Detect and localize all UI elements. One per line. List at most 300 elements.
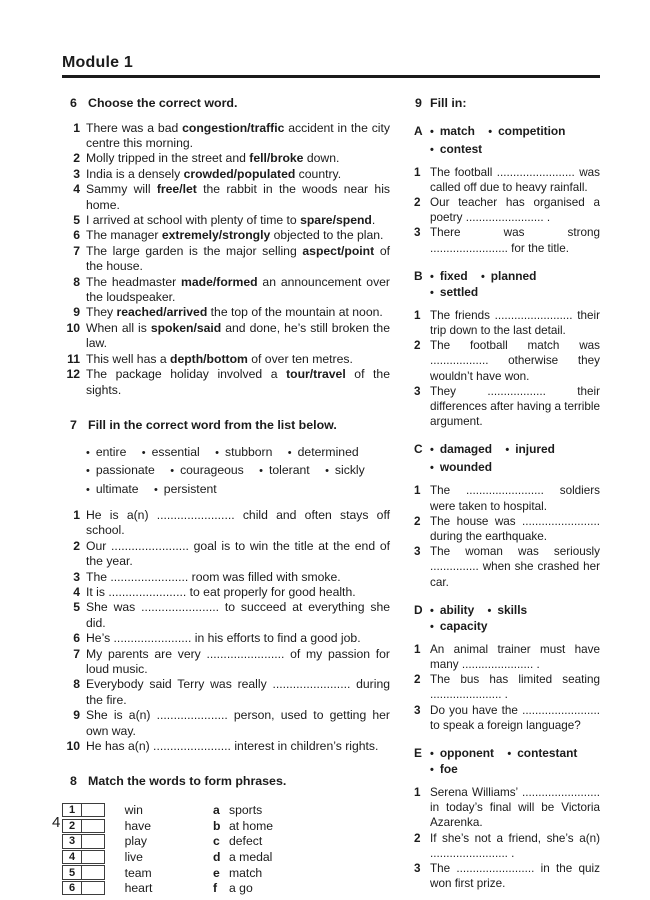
bullet-icon: • — [430, 620, 434, 633]
section-word-list — [430, 124, 600, 160]
bullet-icon: • — [259, 465, 264, 478]
word-option — [430, 619, 487, 633]
item-text — [86, 182, 390, 213]
bullet-icon: • — [430, 125, 434, 138]
item-text: The bus has limited seating ...................... . — [430, 673, 600, 702]
match-option-row — [213, 818, 273, 834]
item-text-post: country. — [295, 166, 342, 181]
word-label: ability — [439, 602, 475, 617]
content-columns — [62, 96, 600, 896]
match-option-letter: c — [213, 834, 220, 849]
word-option — [288, 445, 359, 459]
word-list-line — [86, 445, 390, 460]
match-answer-box — [81, 803, 105, 818]
match-option-row — [213, 849, 273, 865]
item-number: 7 — [73, 646, 80, 661]
word-label: determined — [297, 444, 359, 459]
word-option — [430, 285, 478, 299]
exercise-item — [62, 121, 390, 152]
word-option — [86, 445, 126, 459]
item-text: The football ........................ was called off due to heavy rainfall. — [430, 165, 600, 194]
match-option-letter: a — [213, 803, 220, 818]
match-word: win — [124, 803, 143, 818]
match-row — [62, 802, 213, 818]
exercise-item — [414, 544, 600, 590]
word-list-line — [430, 269, 600, 301]
word-option — [430, 269, 468, 283]
bullet-icon: • — [507, 748, 512, 761]
right-column — [414, 96, 600, 896]
word-option — [86, 463, 155, 477]
header-rule — [62, 75, 600, 78]
item-text-pre: The large garden is the major selling — [86, 243, 303, 258]
exercise-number: 7 — [70, 417, 77, 432]
exercise-item — [62, 508, 390, 539]
fill-section — [414, 746, 600, 891]
word-choice: aspect/point — [302, 243, 375, 258]
fill-section-heading — [414, 442, 600, 478]
item-number: 6 — [73, 228, 80, 243]
bullet-icon: • — [430, 286, 434, 299]
match-number-box: 3 — [62, 834, 82, 849]
exercise-number: 8 — [70, 774, 77, 789]
word-label: stubborn — [224, 444, 273, 459]
bullet-icon: • — [430, 604, 434, 617]
exercise-item — [62, 739, 390, 754]
item-text: She is a(n) ..................... person, used to getting her own way. — [86, 708, 390, 738]
word-label: wounded — [439, 460, 493, 475]
word-option — [430, 746, 494, 760]
word-label: skills — [497, 602, 528, 617]
item-text-post: the rabbit in the woods near his home. — [86, 182, 390, 212]
item-text-pre: The package holiday involved a — [86, 367, 287, 382]
item-text — [86, 305, 390, 320]
exercise-9-section — [414, 96, 600, 892]
item-number: 11 — [67, 351, 80, 366]
bullet-icon: • — [325, 465, 329, 478]
item-number: 10 — [66, 739, 80, 753]
item-text: Do you have the ........................ to speak a foreign language? — [430, 703, 600, 732]
exercise-item — [62, 151, 390, 166]
item-number: 8 — [73, 274, 80, 289]
item-number: 3 — [414, 545, 421, 559]
match-options-column — [213, 802, 273, 896]
section-letter: A — [414, 123, 423, 138]
match-number-box: 6 — [62, 881, 82, 896]
match-answer-box — [81, 834, 105, 849]
item-text — [86, 121, 390, 152]
item-text-post: and done, he’s still broken the law. — [86, 320, 390, 351]
word-choice: congestion/traffic — [182, 120, 285, 135]
exercise-7-items — [62, 508, 390, 755]
bullet-icon: • — [215, 446, 219, 459]
match-row — [62, 849, 213, 865]
item-text-pre: There was a bad — [86, 120, 183, 135]
word-option — [488, 603, 528, 617]
match-words-column — [62, 802, 213, 896]
word-option — [481, 269, 536, 283]
item-text-pre: I arrived at school with plenty of time to — [86, 213, 301, 228]
word-list-line — [430, 442, 600, 458]
exercise-heading — [62, 774, 390, 789]
item-text — [86, 352, 390, 367]
bullet-icon: • — [86, 465, 90, 478]
exercise-title: Choose the correct word. — [88, 95, 238, 110]
exercise-item — [414, 338, 600, 384]
exercise-item — [62, 367, 390, 398]
item-number: 1 — [414, 642, 421, 656]
item-text-post: accident in the city centre this morning. — [86, 120, 390, 150]
item-text: She was ....................... to succeed at everything she did. — [86, 600, 390, 630]
exercise-item — [62, 539, 390, 570]
bullet-icon: • — [430, 462, 434, 475]
exercise-item — [414, 514, 600, 544]
exercise-item — [414, 483, 600, 513]
word-label: persistent — [163, 481, 217, 496]
word-choice: spare/spend — [300, 213, 372, 228]
match-row — [62, 818, 213, 834]
word-list-line — [86, 482, 390, 497]
item-text — [86, 321, 390, 352]
item-number: 4 — [73, 182, 80, 197]
item-number: 3 — [73, 166, 80, 181]
exercise-title: Match the words to form phrases. — [88, 774, 287, 789]
fill-section-items — [414, 785, 600, 891]
exercise-8-section — [62, 774, 390, 896]
page-number: 4 — [52, 814, 61, 831]
fill-section — [414, 269, 600, 430]
fill-section-heading — [414, 746, 600, 780]
exercise-item — [62, 570, 390, 585]
item-number: 3 — [414, 862, 421, 876]
word-option — [430, 762, 458, 776]
item-number: 5 — [73, 213, 80, 228]
section-letter: D — [414, 602, 423, 617]
fill-section — [414, 603, 600, 733]
word-option — [154, 482, 217, 496]
match-option-letter: e — [213, 865, 220, 880]
fill-section-heading — [414, 603, 600, 637]
section-letter: B — [414, 268, 423, 283]
item-text — [86, 151, 390, 166]
exercise-item — [62, 585, 390, 600]
word-label: ultimate — [95, 481, 139, 496]
fill-section-items — [414, 308, 600, 430]
exercise-item — [62, 228, 390, 243]
word-label: contestant — [517, 746, 578, 761]
item-text: The friends ........................ their trip down to the last detail. — [430, 308, 600, 338]
bullet-icon: • — [86, 483, 90, 496]
word-list-line — [86, 463, 390, 478]
item-text-pre: This well has a — [86, 351, 170, 366]
word-label: sickly — [334, 463, 365, 478]
item-number: 2 — [414, 339, 421, 353]
bullet-icon: • — [430, 748, 434, 761]
word-option — [505, 442, 555, 456]
item-text-pre: Sammy will — [86, 182, 157, 197]
word-option — [507, 746, 577, 760]
item-number: 2 — [73, 151, 80, 166]
word-label: damaged — [439, 442, 493, 457]
item-text-pre: They — [86, 305, 117, 320]
fill-section-items — [414, 165, 600, 256]
exercise-item — [414, 861, 600, 891]
word-label: fixed — [439, 268, 468, 283]
item-text-post: of the house. — [86, 243, 390, 274]
bullet-icon: • — [505, 444, 510, 457]
item-text: He’s ....................... in his efforts to find a good job. — [86, 631, 361, 646]
item-text: An animal trainer must have many ...................... . — [430, 642, 600, 672]
exercise-item — [62, 631, 390, 646]
exercise-item — [62, 647, 390, 678]
item-text: The ........................ in the quiz won first prize. — [430, 862, 600, 891]
section-word-list — [430, 269, 600, 303]
bullet-icon: • — [170, 465, 175, 478]
item-number: 1 — [73, 507, 80, 522]
item-number: 7 — [73, 243, 80, 258]
word-label: match — [439, 123, 475, 138]
match-answer-box — [81, 819, 105, 834]
item-text-post: of the sights. — [86, 367, 390, 397]
item-number: 2 — [414, 196, 421, 209]
exercise-item — [62, 321, 390, 352]
exercise-6-section — [62, 96, 390, 398]
word-label: foe — [439, 762, 458, 777]
word-option — [430, 124, 475, 138]
item-text: There was strong ........................ for the title. — [430, 226, 600, 255]
word-label: contest — [439, 141, 483, 156]
word-choice: depth/bottom — [170, 351, 248, 366]
word-option — [430, 142, 482, 156]
bullet-icon: • — [430, 764, 434, 777]
exercise-item — [62, 167, 390, 182]
item-text: Our ....................... goal is to win the title at the end of the year. — [86, 538, 390, 569]
fill-sections — [414, 124, 600, 892]
item-text-post: down. — [303, 151, 340, 166]
word-choice: fell/broke — [249, 151, 304, 166]
match-number-box: 1 — [62, 803, 82, 818]
item-number: 2 — [414, 673, 421, 687]
word-label: entire — [95, 444, 127, 459]
exercise-heading — [414, 96, 600, 111]
match-option-letter: f — [213, 881, 218, 896]
exercise-title: Fill in: — [430, 95, 467, 110]
item-number: 3 — [414, 226, 421, 240]
word-list-line — [430, 746, 600, 778]
exercise-6-items — [62, 121, 390, 398]
word-option — [86, 482, 139, 496]
section-word-list — [430, 746, 600, 780]
exercise-item — [62, 708, 390, 739]
word-label: settled — [439, 284, 479, 299]
bullet-icon: • — [153, 483, 158, 496]
exercise-item — [62, 305, 390, 320]
exercise-title: Fill in the correct word from the list below. — [88, 417, 337, 432]
item-text — [86, 367, 390, 398]
match-option-row — [213, 834, 273, 850]
item-number: 12 — [66, 367, 80, 382]
item-text-pre: When all is — [86, 320, 151, 335]
exercise-item — [414, 384, 600, 430]
word-choice: free/let — [156, 182, 197, 197]
bullet-icon: • — [430, 143, 434, 156]
fill-section-heading — [414, 269, 600, 303]
section-word-list — [430, 603, 600, 637]
exercise-item — [62, 275, 390, 306]
exercise-item — [414, 195, 600, 225]
match-option-row — [213, 802, 273, 818]
item-text-post: . — [371, 213, 376, 228]
match-option-text: a medal — [229, 849, 273, 864]
item-text: The woman was seriously ............... when she crashed her car. — [430, 545, 600, 589]
match-word: have — [124, 818, 152, 833]
item-text — [86, 213, 390, 228]
bullet-icon: • — [488, 125, 493, 138]
match-option-text: match — [229, 865, 263, 880]
section-word-list — [430, 442, 600, 478]
match-option-text: a go — [229, 881, 253, 896]
exercise-item — [414, 308, 600, 338]
word-label: competition — [498, 123, 566, 138]
exercise-item — [414, 672, 600, 702]
word-option — [142, 445, 200, 459]
match-word: play — [124, 834, 147, 849]
exercise-item — [414, 785, 600, 831]
exercise-item — [62, 352, 390, 367]
fill-section — [414, 442, 600, 589]
exercise-item — [62, 600, 390, 631]
word-list-line — [430, 603, 600, 635]
match-number-box: 2 — [62, 819, 82, 834]
word-choice: tour/travel — [286, 367, 346, 382]
match-row — [62, 834, 213, 850]
item-text-pre: The headmaster — [86, 274, 182, 289]
match-option-row — [213, 865, 273, 881]
word-list-line — [430, 142, 600, 158]
item-number: 9 — [73, 708, 80, 723]
match-table — [62, 802, 390, 896]
exercise-item — [62, 677, 390, 708]
item-text: Everybody said Terry was really ....................... during the fire. — [86, 677, 390, 707]
item-text-post: of over ten metres. — [247, 351, 353, 366]
item-text-post: objected to the plan. — [270, 228, 384, 243]
item-number: 9 — [73, 305, 80, 320]
item-text — [86, 244, 390, 275]
item-text: The football match was .................. otherwise they wouldn’t have won. — [430, 339, 600, 383]
item-text: If she’s not a friend, she’s a(n) ........................ . — [430, 831, 600, 860]
fill-section-items — [414, 483, 600, 589]
item-text — [86, 167, 390, 182]
item-number: 2 — [73, 538, 80, 553]
item-text — [86, 275, 390, 306]
word-list-line — [430, 460, 600, 476]
match-row — [62, 865, 213, 881]
exercise-item — [414, 225, 600, 255]
item-text: He is a(n) ....................... child and often stays off school. — [86, 507, 390, 538]
match-option-letter: d — [213, 849, 221, 864]
exercise-heading — [62, 418, 390, 433]
word-choice: reached/arrived — [116, 305, 208, 320]
item-number: 6 — [73, 631, 80, 646]
exercise-heading — [62, 96, 390, 111]
word-label: passionate — [95, 463, 155, 478]
word-option — [215, 445, 272, 459]
match-word: team — [124, 865, 152, 880]
item-text-pre: Molly tripped in the street and — [86, 151, 250, 166]
word-label: essential — [151, 444, 200, 459]
match-word: heart — [124, 881, 153, 896]
item-number: 1 — [414, 308, 421, 322]
word-option — [488, 124, 565, 138]
word-option — [430, 460, 492, 474]
item-number: 1 — [73, 120, 80, 135]
bullet-icon: • — [141, 446, 146, 459]
word-label: tolerant — [269, 463, 310, 478]
word-label: opponent — [439, 746, 495, 761]
match-row — [62, 880, 213, 896]
item-text: The ........................ soldiers were taken to hospital. — [430, 484, 600, 513]
word-choice: crowded/populated — [183, 166, 296, 181]
item-number: 8 — [73, 677, 80, 692]
item-text-pre: India is a densely — [86, 166, 184, 181]
word-option — [325, 463, 365, 477]
item-text: My parents are very ....................... of my passion for loud music. — [86, 646, 390, 676]
bullet-icon: • — [480, 270, 485, 283]
match-option-text: defect — [229, 834, 263, 849]
item-text: Serena Williams’ ........................ in today’s final will be Victoria Azarenka. — [430, 786, 600, 830]
section-letter: C — [414, 442, 423, 457]
item-number: 3 — [414, 703, 421, 717]
item-text: It is ....................... to eat properly for good health. — [86, 584, 356, 599]
match-answer-box — [81, 865, 105, 880]
match-answer-box — [81, 881, 105, 896]
exercise-item — [62, 213, 390, 228]
item-text-post: the top of the mountain at noon. — [207, 305, 383, 320]
item-number: 4 — [73, 584, 80, 599]
word-option — [430, 442, 492, 456]
item-text: The ....................... room was filled with smoke. — [86, 569, 341, 584]
bullet-icon: • — [430, 444, 434, 457]
fill-section-items — [414, 642, 600, 733]
match-word: live — [124, 849, 143, 864]
word-option — [259, 463, 310, 477]
word-label: courageous — [180, 463, 244, 478]
word-option — [430, 603, 474, 617]
match-option-text: sports — [229, 803, 263, 818]
item-number: 5 — [73, 600, 80, 615]
exercise-number: 6 — [70, 95, 77, 110]
exercise-item — [414, 642, 600, 672]
bullet-icon: • — [86, 446, 90, 459]
exercise-item — [414, 165, 600, 195]
item-number: 1 — [414, 786, 421, 800]
word-choice: extremely/strongly — [161, 228, 271, 243]
bullet-icon: • — [487, 604, 492, 617]
item-number: 2 — [414, 831, 421, 845]
word-list — [62, 445, 390, 497]
match-number-box: 4 — [62, 850, 82, 865]
bullet-icon: • — [287, 446, 292, 459]
exercise-item — [414, 703, 600, 733]
item-number: 10 — [66, 320, 80, 335]
exercise-number: 9 — [415, 95, 422, 110]
item-number: 1 — [414, 484, 421, 498]
left-column — [62, 96, 390, 896]
exercise-item — [62, 244, 390, 275]
module-title: Module 1 — [62, 54, 133, 71]
item-text: He has a(n) ....................... interest in children’s rights. — [86, 739, 379, 753]
word-choice: spoken/said — [150, 320, 222, 335]
